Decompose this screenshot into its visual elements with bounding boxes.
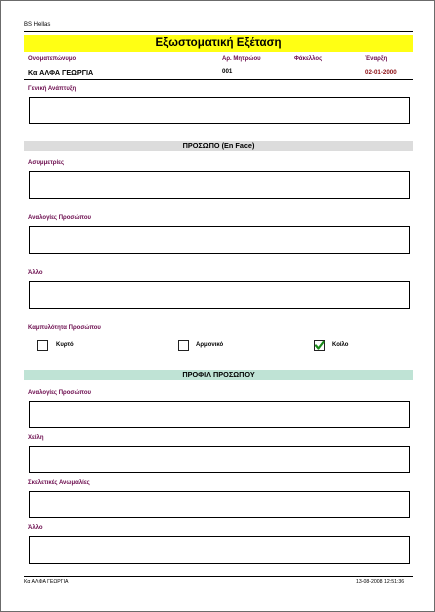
folder-label: Φάκελλος xyxy=(294,56,323,62)
company-name: BS Hellas xyxy=(24,22,51,28)
start-date-value: 02-01-2000 xyxy=(365,69,397,76)
skeletal-anomalies-field[interactable] xyxy=(29,491,410,518)
footer-rule xyxy=(24,576,413,577)
profile-proportions-label: Αναλογίες Προσώπου xyxy=(28,390,92,396)
checkmark-icon xyxy=(314,340,325,351)
asymmetries-field[interactable] xyxy=(29,171,410,199)
harmonic-checkbox[interactable] xyxy=(178,340,189,351)
header-rule xyxy=(24,31,413,32)
name-label: Ονοματεπώνυμο xyxy=(28,56,77,62)
general-development-label: Γενική Ανάπτυξη xyxy=(28,86,77,92)
face-proportions-label: Αναλογίες Προσώπου xyxy=(28,215,92,221)
convex-label: Κυρτό xyxy=(56,342,74,348)
asymmetries-label: Ασυμμετρίες xyxy=(28,160,65,166)
skeletal-anomalies-label: Σκελετικές Ανωμαλίες xyxy=(28,480,90,486)
general-development-field[interactable] xyxy=(29,97,410,124)
start-label: Έναρξη xyxy=(365,56,388,62)
convex-checkbox[interactable] xyxy=(37,340,48,351)
other-label: Άλλο xyxy=(28,270,43,276)
other-profile-field[interactable] xyxy=(29,536,410,564)
footer-timestamp: 13-08-2008 12:51:36 xyxy=(356,579,405,585)
face-curvature-label: Καμπυλότητα Προσώπου xyxy=(28,325,101,331)
profile-proportions-field[interactable] xyxy=(29,401,410,428)
lips-field[interactable] xyxy=(29,446,410,473)
name-value: Κα ΑΛΦΑ ΓΕΩΡΓΙΑ xyxy=(28,68,94,77)
footer-patient-name: Κα ΑΛΦΑ ΓΕΩΡΓΙΑ xyxy=(24,579,69,585)
concave-checkbox[interactable] xyxy=(314,340,325,351)
report-title: Εξωστοματική Εξέταση xyxy=(24,35,413,52)
concave-label: Κοίλο xyxy=(332,342,349,348)
info-rule xyxy=(24,79,413,80)
other-profile-label: Άλλο xyxy=(28,525,43,531)
harmonic-label: Αρμονικό xyxy=(196,342,224,348)
face-proportions-field[interactable] xyxy=(29,226,410,254)
section-face-profile: ΠΡΟΦΙΛ ΠΡΟΣΩΠΟΥ xyxy=(24,370,413,380)
record-label: Αρ. Μητρώου xyxy=(222,56,261,62)
lips-label: Χείλη xyxy=(28,435,44,441)
other-field[interactable] xyxy=(29,281,410,309)
record-value: 001 xyxy=(222,68,233,75)
section-face-front: ΠΡΟΣΩΠΟ (En Face) xyxy=(24,141,413,151)
